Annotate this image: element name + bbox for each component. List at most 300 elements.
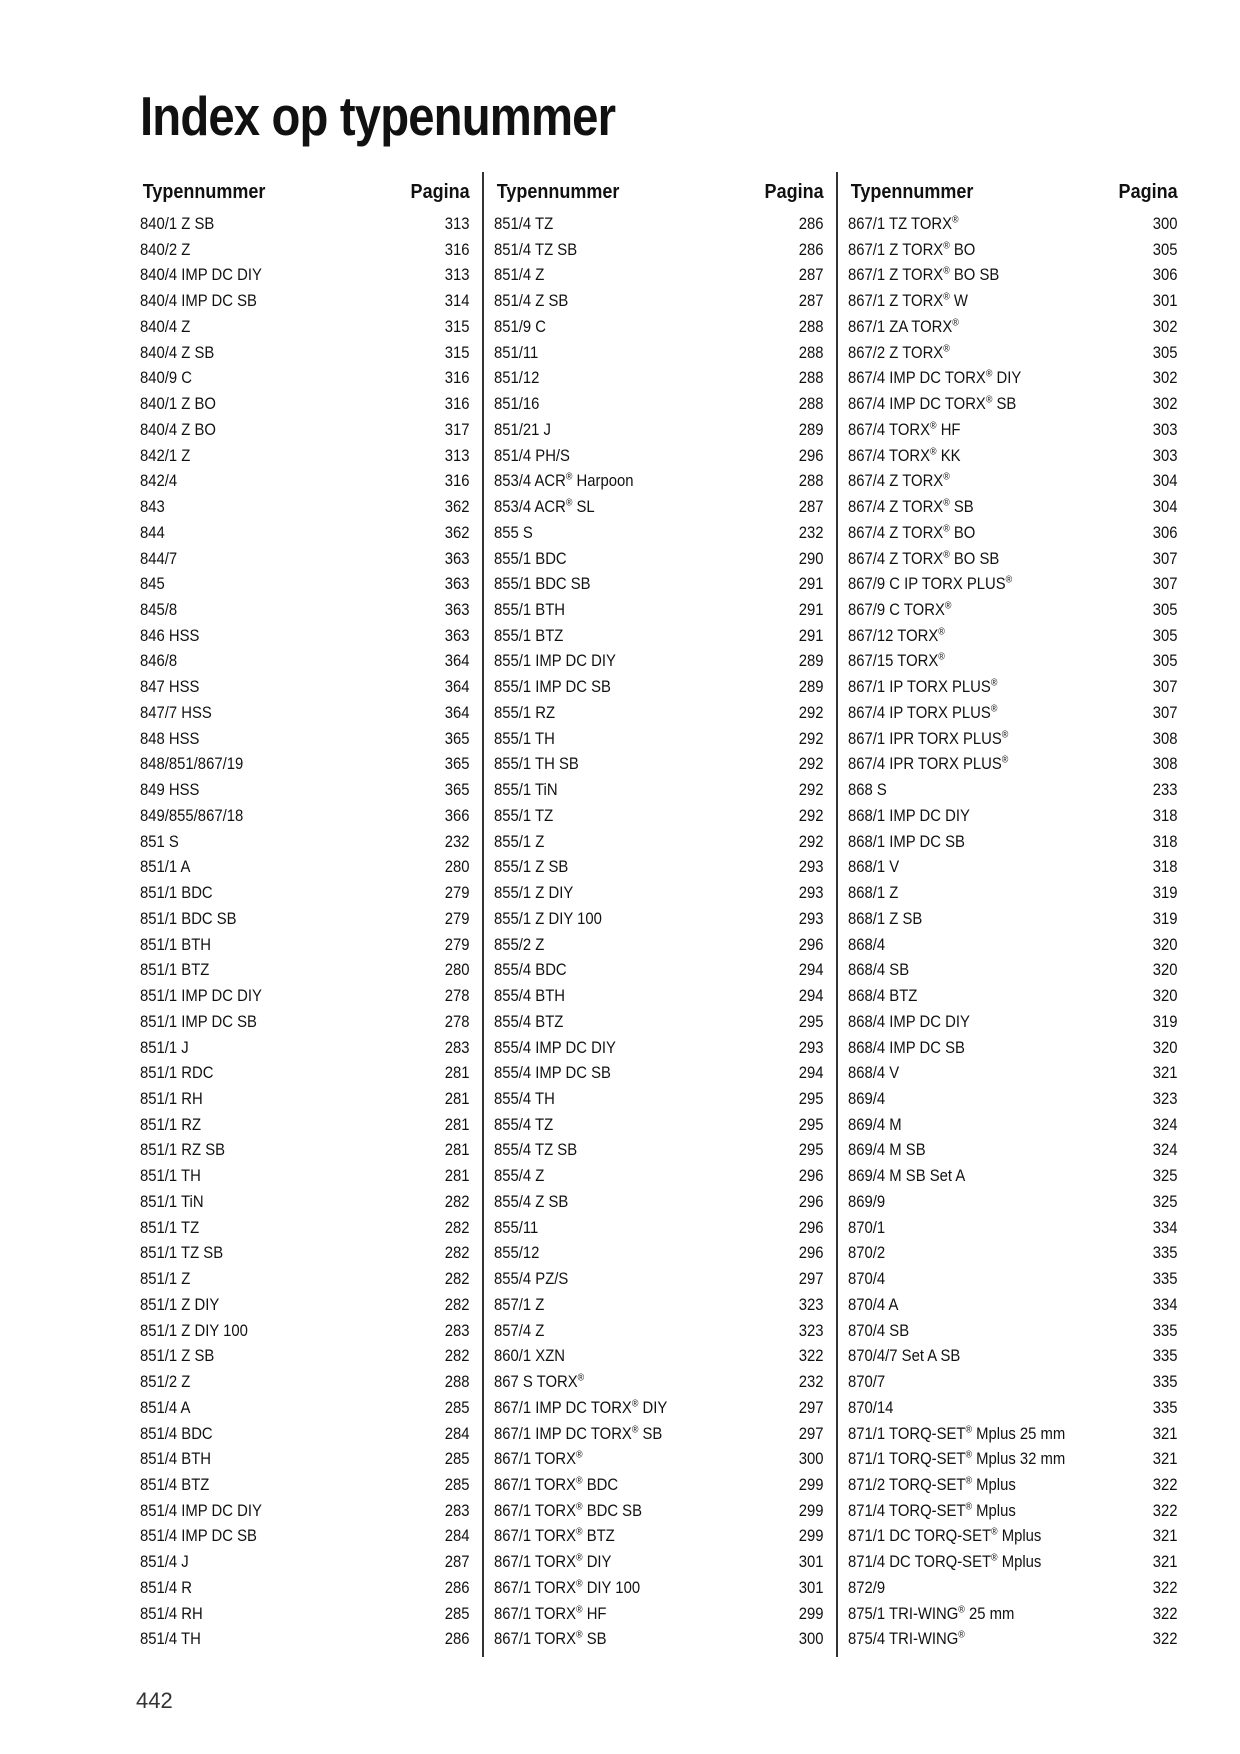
page-ref: 299 — [799, 1501, 824, 1520]
page-ref: 318 — [1153, 806, 1178, 825]
type-number: 855/1 TiN — [494, 781, 558, 800]
column-divider — [836, 172, 838, 1657]
page-ref: 364 — [445, 678, 470, 697]
type-number: 867/4 TORX® HF — [848, 420, 961, 439]
index-entry — [494, 1010, 824, 1036]
page-ref: 315 — [445, 343, 470, 362]
index-entry — [494, 727, 824, 753]
index-entry — [140, 1550, 470, 1576]
index-entry — [848, 984, 1178, 1010]
page-ref: 288 — [445, 1373, 470, 1392]
page-ref: 308 — [1153, 729, 1178, 748]
page-ref: 315 — [445, 317, 470, 336]
index-entry — [140, 341, 470, 367]
page-ref: 278 — [445, 987, 470, 1006]
index-entry — [494, 649, 824, 675]
type-number: 846/8 — [140, 652, 178, 671]
type-number: 851/1 RDC — [140, 1064, 214, 1083]
page-ref: 233 — [1153, 781, 1178, 800]
type-number: 855/4 IMP DC SB — [494, 1064, 611, 1083]
type-number: 867/1 Z TORX® BO SB — [848, 265, 1000, 285]
page-ref: 323 — [1153, 1089, 1178, 1108]
type-number: 840/4 Z — [140, 317, 191, 336]
page-ref: 322 — [799, 1347, 824, 1366]
page-ref: 282 — [445, 1270, 470, 1289]
type-number: 851/1 BTZ — [140, 961, 210, 980]
index-entry — [848, 469, 1178, 495]
type-number: 855/1 Z SB — [494, 858, 569, 877]
index-entry — [494, 1344, 824, 1370]
page-ref: 320 — [1153, 935, 1178, 954]
page-ref: 285 — [445, 1450, 470, 1469]
index-entry — [494, 881, 824, 907]
page-ref: 289 — [799, 652, 824, 671]
index-entry — [494, 830, 824, 856]
type-number: 840/4 IMP DC DIY — [140, 266, 262, 285]
index-entry — [140, 418, 470, 444]
type-number: 869/4 M SB — [848, 1141, 926, 1160]
index-entry — [140, 752, 470, 778]
page-ref: 299 — [799, 1475, 824, 1494]
index-entry — [140, 1113, 470, 1139]
type-number: 851/4 TZ SB — [494, 240, 578, 259]
index-entry — [848, 1602, 1178, 1628]
page-ref: 282 — [445, 1295, 470, 1314]
type-number: 855/1 Z — [494, 832, 545, 851]
type-number: 868/1 IMP DC SB — [848, 832, 965, 851]
index-entry — [140, 804, 470, 830]
index-entry — [494, 1396, 824, 1422]
type-number: 867/1 TZ TORX® — [848, 214, 959, 233]
index-entry — [140, 263, 470, 289]
index-entry — [494, 1524, 824, 1550]
type-number: 843 — [140, 498, 165, 517]
index-entry — [494, 958, 824, 984]
type-number: 868/4 IMP DC SB — [848, 1038, 965, 1057]
type-number: 867/1 TORX® DIY 100 — [494, 1578, 641, 1597]
page-ref: 335 — [1153, 1321, 1178, 1340]
page-ref: 321 — [1153, 1527, 1178, 1546]
type-number: 871/1 TORQ-SET® Mplus 32 mm — [848, 1449, 1066, 1469]
page-ref: 317 — [445, 420, 470, 439]
type-number: 851/4 TZ — [494, 215, 554, 233]
page-ref: 279 — [445, 935, 470, 954]
index-entry — [140, 289, 470, 315]
page-ref: 294 — [799, 1064, 824, 1083]
page-ref: 289 — [799, 420, 824, 439]
page-ref: 316 — [445, 472, 470, 491]
type-number: 871/1 DC TORQ-SET® Mplus — [848, 1526, 1042, 1546]
page-ref: 278 — [445, 1012, 470, 1031]
page-ref: 322 — [1153, 1578, 1178, 1597]
page-ref: 288 — [799, 369, 824, 388]
index-entry — [140, 1138, 470, 1164]
type-number: 868/4 IMP DC DIY — [848, 1012, 970, 1031]
page-ref: 300 — [799, 1630, 824, 1649]
type-number: 851/11 — [494, 343, 539, 362]
type-number: 851/4 PH/S — [494, 446, 570, 465]
type-number: 870/4 SB — [848, 1321, 910, 1340]
index-entry — [494, 289, 824, 315]
type-number: 869/4 M SB Set A — [848, 1167, 966, 1186]
index-entry — [140, 1061, 470, 1087]
type-number: 855/4 Z SB — [494, 1192, 569, 1211]
index-entry — [848, 418, 1178, 444]
column-divider — [482, 172, 484, 1657]
page-ref: 320 — [1153, 1038, 1178, 1057]
column-header — [140, 180, 470, 208]
type-number: 867/1 TORX® HF — [494, 1604, 607, 1623]
page-ref: 295 — [799, 1012, 824, 1031]
type-number: 855/2 Z — [494, 935, 545, 954]
page-ref: 335 — [1153, 1398, 1178, 1417]
index-entry — [848, 907, 1178, 933]
index-entry — [848, 1370, 1178, 1396]
page-ref: 296 — [799, 446, 824, 465]
type-number: 867/4 Z TORX® SB — [848, 497, 974, 517]
index-entry — [494, 907, 824, 933]
type-number: 851/4 R — [140, 1578, 193, 1597]
type-number: 845/8 — [140, 601, 178, 620]
type-number: 870/2 — [848, 1244, 886, 1263]
page-ref: 296 — [799, 935, 824, 954]
index-entry — [848, 238, 1178, 264]
page-ref: 305 — [1153, 626, 1178, 645]
page-ref: 365 — [445, 729, 470, 748]
index-entry — [494, 1061, 824, 1087]
header-pagina: Pagina — [764, 181, 824, 203]
page-ref: 324 — [1153, 1141, 1178, 1160]
page-ref: 322 — [1153, 1501, 1178, 1520]
page-ref: 322 — [1153, 1475, 1178, 1494]
page-ref: 294 — [799, 987, 824, 1006]
page-ref: 280 — [445, 858, 470, 877]
type-number: 867/4 IPR TORX PLUS® — [848, 754, 1009, 774]
type-number: 844 — [140, 523, 165, 542]
index-entry — [140, 855, 470, 881]
type-number: 851/1 BDC — [140, 884, 213, 903]
type-number: 840/4 IMP DC SB — [140, 292, 257, 311]
index-entry — [494, 1499, 824, 1525]
page-ref: 304 — [1153, 472, 1178, 491]
type-number: 849/855/867/18 — [140, 806, 244, 825]
index-entry — [494, 1602, 824, 1628]
page-ref: 325 — [1153, 1192, 1178, 1211]
index-entry — [848, 366, 1178, 392]
index-entry — [494, 1190, 824, 1216]
index-entry — [140, 1473, 470, 1499]
index-entry — [494, 1319, 824, 1345]
page-ref: 282 — [445, 1192, 470, 1211]
type-number: 869/4 — [848, 1089, 886, 1108]
index-entry — [140, 624, 470, 650]
page-ref: 320 — [1153, 987, 1178, 1006]
type-number: 851/4 IMP DC SB — [140, 1527, 257, 1546]
page-ref: 283 — [445, 1501, 470, 1520]
index-entry — [848, 727, 1178, 753]
type-number: 868/1 IMP DC DIY — [848, 806, 970, 825]
index-entry — [848, 1293, 1178, 1319]
page-ref: 335 — [1153, 1270, 1178, 1289]
page-ref: 324 — [1153, 1115, 1178, 1134]
index-entry — [848, 1036, 1178, 1062]
type-number: 867/4 Z TORX® BO — [848, 523, 976, 542]
page-ref: 301 — [799, 1553, 824, 1572]
page-ref: 293 — [799, 858, 824, 877]
page-ref: 303 — [1153, 420, 1178, 439]
type-number: 851/1 IMP DC DIY — [140, 987, 262, 1006]
type-number: 867/1 IPR TORX PLUS® — [848, 729, 1009, 748]
page-ref: 363 — [445, 549, 470, 568]
type-number: 844/7 — [140, 549, 178, 568]
page-ref: 232 — [799, 1373, 824, 1392]
header-typennummer: Typennummer — [850, 181, 974, 203]
page-ref: 282 — [445, 1244, 470, 1263]
index-entry — [140, 933, 470, 959]
type-number: 840/9 C — [140, 369, 193, 388]
type-number: 842/4 — [140, 472, 178, 491]
type-number: 855/4 TZ SB — [494, 1141, 578, 1160]
type-number: 855/4 TH — [494, 1089, 555, 1108]
page-ref: 303 — [1153, 446, 1178, 465]
index-entry — [140, 1319, 470, 1345]
type-number: 867/1 TORX® DIY — [494, 1552, 612, 1572]
type-number: 851/1 TiN — [140, 1192, 204, 1211]
index-entry — [494, 495, 824, 521]
index-entry — [140, 830, 470, 856]
page-ref: 307 — [1153, 678, 1178, 697]
index-column-1 — [140, 180, 470, 1653]
page-ref: 295 — [799, 1115, 824, 1134]
type-number: 849 HSS — [140, 781, 200, 800]
page-ref: 305 — [1153, 240, 1178, 259]
type-number: 851/4 BDC — [140, 1424, 213, 1443]
index-entry — [848, 1164, 1178, 1190]
index-entry — [848, 1190, 1178, 1216]
type-number: 851/4 Z — [494, 266, 545, 285]
page-ref: 286 — [445, 1578, 470, 1597]
index-entry — [848, 1319, 1178, 1345]
index-entry — [140, 1036, 470, 1062]
type-number: 867/1 IP TORX PLUS® — [848, 677, 998, 697]
type-number: 868/1 Z SB — [848, 909, 923, 928]
page-ref: 308 — [1153, 755, 1178, 774]
page-ref: 293 — [799, 1038, 824, 1057]
type-number: 867/1 TORX® BTZ — [494, 1526, 615, 1546]
page-ref: 362 — [445, 523, 470, 542]
type-number: 855/1 RZ — [494, 703, 556, 722]
type-number: 840/4 Z SB — [140, 343, 215, 362]
type-number: 867/1 TORX® BDC SB — [494, 1501, 642, 1520]
type-number: 870/7 — [848, 1373, 886, 1392]
page-ref: 335 — [1153, 1347, 1178, 1366]
page-ref: 285 — [445, 1475, 470, 1494]
page-ref: 321 — [1153, 1064, 1178, 1083]
type-number: 867/12 TORX® — [848, 626, 945, 645]
index-entry — [140, 907, 470, 933]
page-ref: 364 — [445, 652, 470, 671]
header-typennummer: Typennummer — [142, 181, 266, 203]
type-number: 855/1 Z DIY — [494, 884, 574, 903]
index-entry — [494, 444, 824, 470]
page-ref: 313 — [445, 446, 470, 465]
page-ref: 297 — [799, 1424, 824, 1443]
type-number: 867/1 TORX® SB — [494, 1629, 607, 1649]
column-header — [848, 180, 1178, 208]
type-number: 855/1 BTZ — [494, 626, 564, 645]
index-entry — [140, 701, 470, 727]
page-ref: 296 — [799, 1244, 824, 1263]
index-entry — [494, 624, 824, 650]
index-entry — [494, 1036, 824, 1062]
type-number: 855/1 TH — [494, 729, 555, 748]
index-entry — [848, 444, 1178, 470]
type-number: 855/4 TZ — [494, 1115, 554, 1134]
index-entry — [848, 1422, 1178, 1448]
page-ref: 296 — [799, 1192, 824, 1211]
index-entry — [848, 392, 1178, 418]
type-number: 871/4 TORQ-SET® Mplus — [848, 1501, 1016, 1520]
page-ref: 286 — [445, 1630, 470, 1649]
type-number: 851/1 TH — [140, 1167, 201, 1186]
type-number: 867/1 IMP DC TORX® DIY — [494, 1398, 668, 1417]
type-number: 851/1 Z — [140, 1270, 191, 1289]
type-number: 851/1 RZ SB — [140, 1141, 226, 1160]
index-entry — [848, 1216, 1178, 1242]
page-ref: 305 — [1153, 652, 1178, 671]
page-ref: 285 — [445, 1398, 470, 1417]
index-entry — [494, 1138, 824, 1164]
type-number: 871/2 TORQ-SET® Mplus — [848, 1475, 1016, 1494]
type-number: 870/4 — [848, 1270, 886, 1289]
index-entry — [848, 933, 1178, 959]
page-ref: 287 — [799, 498, 824, 517]
type-number: 867/2 Z TORX® — [848, 343, 950, 362]
type-number: 867/1 Z TORX® W — [848, 291, 968, 311]
page-ref: 306 — [1153, 266, 1178, 285]
index-entry — [140, 598, 470, 624]
index-entry — [848, 495, 1178, 521]
type-number: 840/1 Z SB — [140, 215, 215, 233]
type-number: 867/1 TORX® — [494, 1449, 583, 1469]
page-ref: 318 — [1153, 858, 1178, 877]
page-ref: 291 — [799, 601, 824, 620]
page-ref: 292 — [799, 755, 824, 774]
index-entry — [494, 1627, 824, 1653]
index-entry — [848, 1138, 1178, 1164]
type-number: 857/1 Z — [494, 1295, 545, 1314]
type-number: 855/4 BTH — [494, 987, 565, 1006]
page-ref: 286 — [799, 240, 824, 259]
type-number: 847/7 HSS — [140, 703, 212, 722]
index-entry — [140, 315, 470, 341]
page-ref: 292 — [799, 806, 824, 825]
page-ref: 294 — [799, 961, 824, 980]
type-number: 853/4 ACR® Harpoon — [494, 471, 634, 491]
page-ref: 321 — [1153, 1424, 1178, 1443]
index-entry — [494, 1216, 824, 1242]
type-number: 851/9 C — [494, 317, 547, 336]
index-entry — [494, 1370, 824, 1396]
page-ref: 318 — [1153, 832, 1178, 851]
page-ref: 288 — [799, 395, 824, 414]
page-ref: 302 — [1153, 369, 1178, 388]
page-ref: 362 — [445, 498, 470, 517]
page-ref: 281 — [445, 1064, 470, 1083]
type-number: 851/1 A — [140, 858, 191, 877]
type-number: 851/4 TH — [140, 1630, 201, 1649]
type-number: 846 HSS — [140, 626, 200, 645]
index-entry — [494, 547, 824, 573]
type-number: 870/1 — [848, 1218, 886, 1237]
type-number: 868 S — [848, 781, 887, 800]
page-ref: 364 — [445, 703, 470, 722]
page-ref: 292 — [799, 832, 824, 851]
page-ref: 281 — [445, 1089, 470, 1108]
type-number: 868/4 — [848, 935, 886, 954]
index-entry — [140, 1216, 470, 1242]
page-ref: 282 — [445, 1218, 470, 1237]
type-number: 855/1 BTH — [494, 601, 565, 620]
page-ref: 304 — [1153, 498, 1178, 517]
type-number: 840/1 Z BO — [140, 395, 216, 414]
type-number: 871/1 TORQ-SET® Mplus 25 mm — [848, 1424, 1066, 1443]
page-ref: 307 — [1153, 703, 1178, 722]
type-number: 870/14 — [848, 1398, 894, 1417]
page-ref: 281 — [445, 1115, 470, 1134]
index-entry — [494, 418, 824, 444]
page-ref: 232 — [445, 832, 470, 851]
type-number: 851/1 TZ SB — [140, 1244, 224, 1263]
index-entry — [140, 392, 470, 418]
type-number: 851/4 J — [140, 1553, 189, 1572]
index-entry — [494, 341, 824, 367]
type-number: 867/4 IMP DC TORX® DIY — [848, 368, 1022, 388]
type-number: 851/4 IMP DC DIY — [140, 1501, 262, 1520]
index-entry — [848, 212, 1178, 238]
index-entry — [848, 263, 1178, 289]
page-ref: 325 — [1153, 1167, 1178, 1186]
index-entry — [140, 521, 470, 547]
type-number: 851/2 Z — [140, 1373, 191, 1392]
type-number: 867/9 C IP TORX PLUS® — [848, 574, 1013, 594]
type-number: 875/4 TRI-WING® — [848, 1629, 965, 1649]
page-ref: 282 — [445, 1347, 470, 1366]
type-number: 842/1 Z — [140, 446, 191, 465]
index-entry — [848, 804, 1178, 830]
page-ref: 300 — [799, 1450, 824, 1469]
type-number: 851/1 BTH — [140, 935, 211, 954]
index-entry — [848, 1061, 1178, 1087]
index-entry — [140, 1524, 470, 1550]
index-entry — [848, 1396, 1178, 1422]
index-entry — [848, 1344, 1178, 1370]
page-ref: 291 — [799, 575, 824, 594]
type-number: 840/2 Z — [140, 240, 191, 259]
type-number: 868/4 SB — [848, 961, 910, 980]
index-entry — [494, 984, 824, 1010]
page-ref: 289 — [799, 678, 824, 697]
page-ref: 302 — [1153, 395, 1178, 414]
type-number: 867/15 TORX® — [848, 651, 945, 671]
page-ref: 363 — [445, 575, 470, 594]
index-entry — [140, 649, 470, 675]
index-entry — [140, 1190, 470, 1216]
index-entry — [494, 1293, 824, 1319]
index-entry — [494, 263, 824, 289]
index-entry — [140, 366, 470, 392]
type-number: 855 S — [494, 523, 533, 542]
